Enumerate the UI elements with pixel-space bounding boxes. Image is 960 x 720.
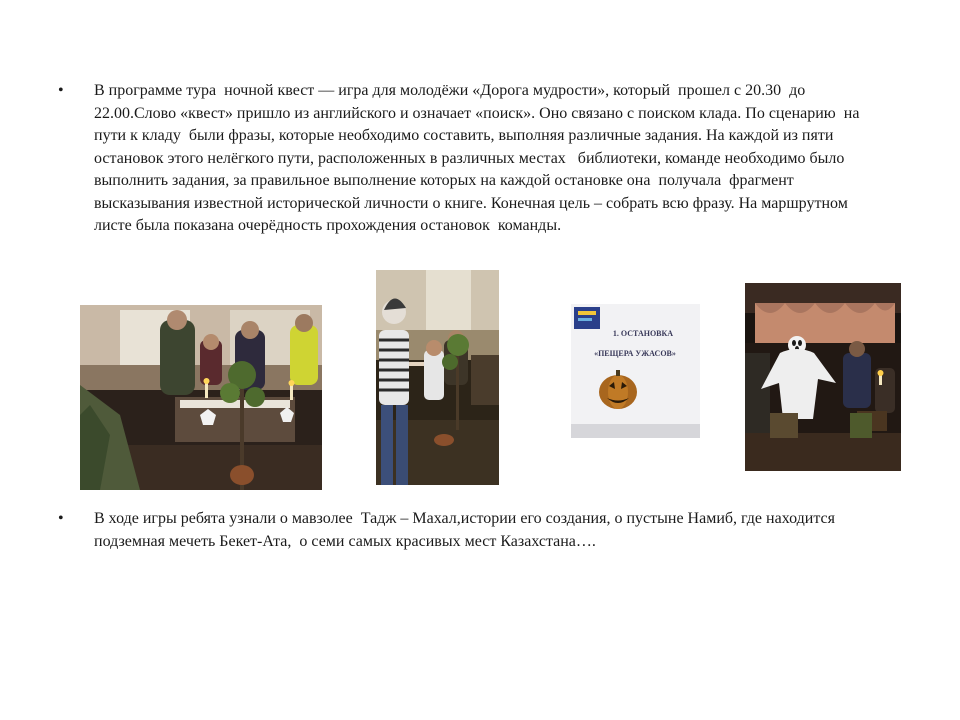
- photo-projected-slide: [571, 304, 700, 438]
- paragraph-2: [58, 508, 888, 553]
- photo-ghost-costume: [745, 283, 901, 471]
- paragraph-1: [58, 80, 888, 238]
- paragraph-text: В ходе игры ребята узнали о мавзолее Тадж – Махал,истории его создания, о пустыне Намиб, где находится подземная мечеть Бекет-Ата, о семи самых красивых мест Казахстана….: [94, 510, 843, 550]
- photo-group-candles: [80, 305, 322, 490]
- photo-striped-girl: [376, 270, 499, 485]
- bullet-marker: •: [58, 82, 64, 99]
- slide-caption-line1: 1. ОСТАНОВКА: [612, 329, 674, 338]
- bullet-marker: •: [58, 510, 64, 527]
- slide-caption-line2: «ПЕЩЕРА УЖАСОВ»: [594, 349, 676, 358]
- paragraph-text: В программе тура ночной квест — игра для молодёжи «Дорога мудрости», который прошел с 20.30 до 22.00.Слово «квест» пришло из английского и означает «поиск». Оно связано с поиском клада. По сценарию на пути к кладу были фразы, которые необходимо составить, выполняя различные задания. На каждой из пяти остановок этого нелёгкого пути, расположенных в различных местах библиотеки, команде необходимо было выполнить задания, за правильное выполнение которых на каждой остановке она получала фрагмент высказывания известной исторической личности о книге. Конечная цель – собрать всю фразу. На маршрутном листе была показана очерёдность прохождения остановок команды.: [94, 82, 868, 234]
